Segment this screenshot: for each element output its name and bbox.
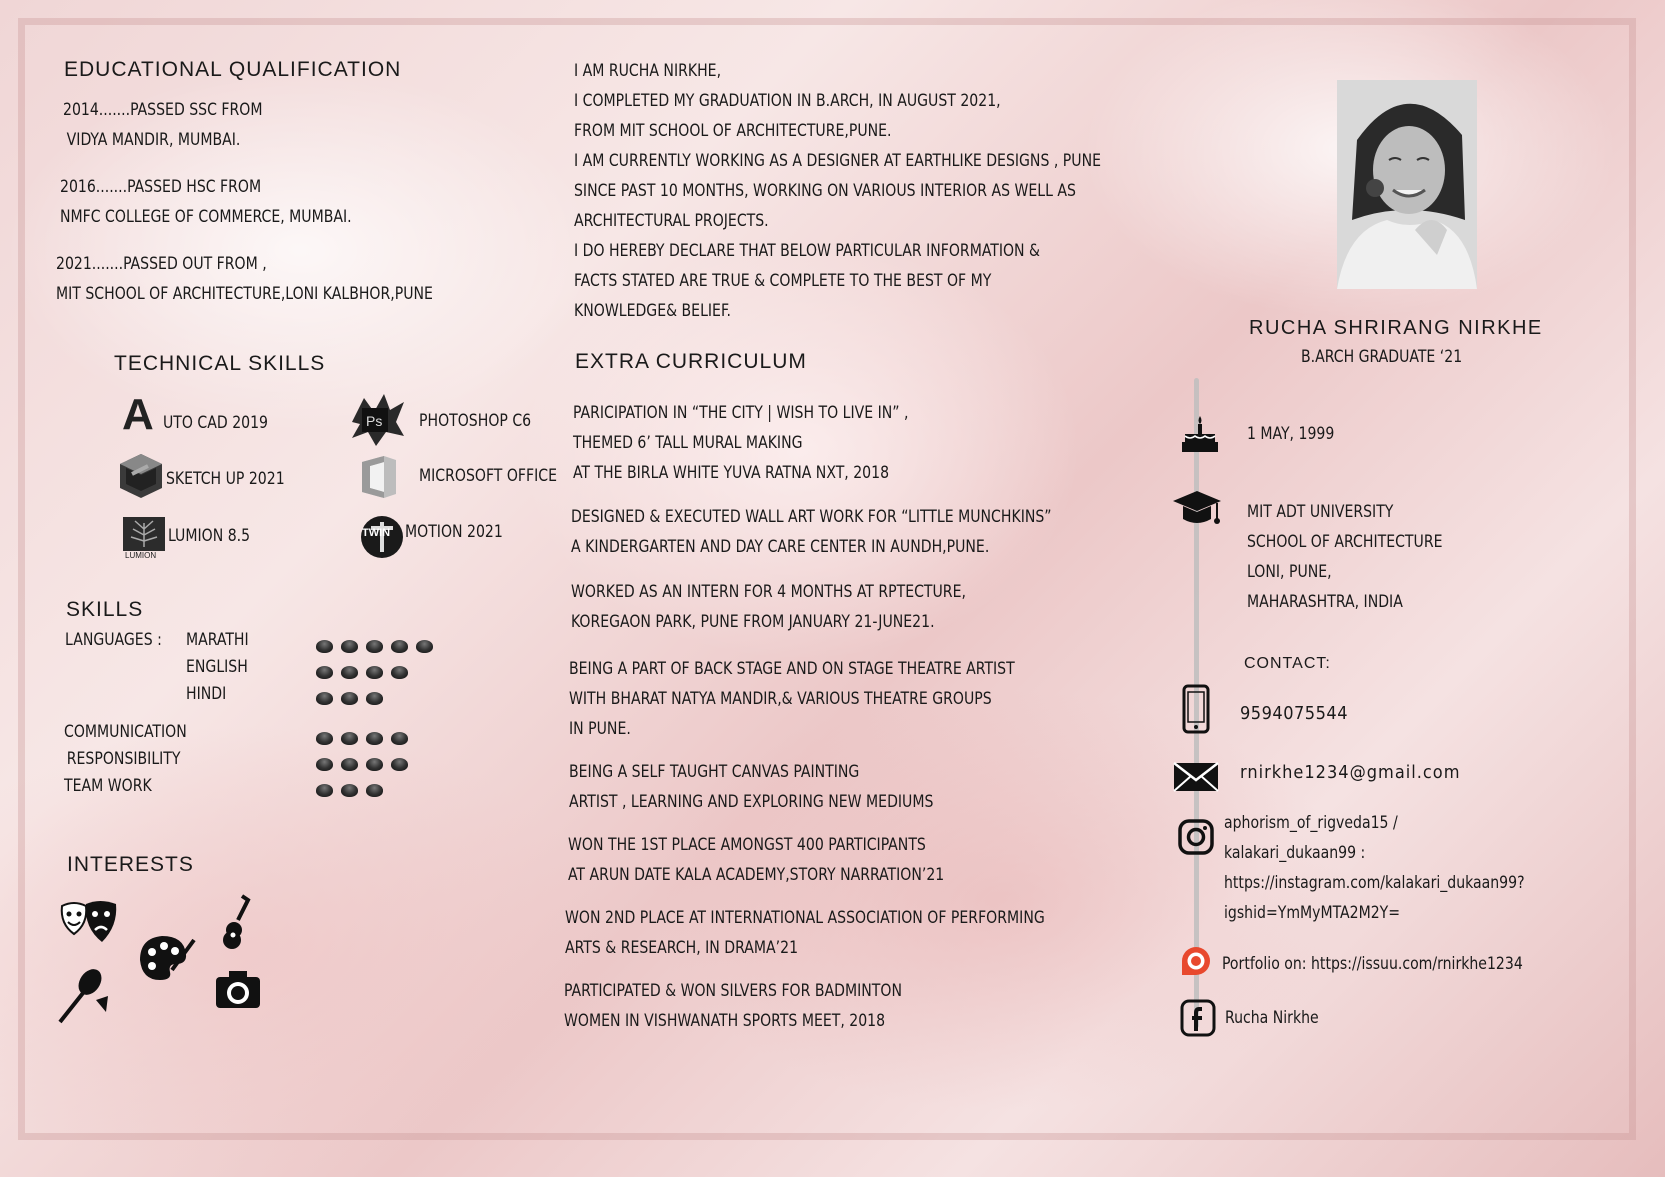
twin-text: TWIN — [362, 527, 391, 539]
university-line: LONI, PUNE, — [1247, 562, 1332, 582]
rating-english — [316, 664, 416, 683]
extra-line: WORKED AS AN INTERN FOR 4 MONTHS AT RPTECTURE, — [571, 582, 966, 602]
profile-name: RUCHA SHRIRANG NIRKHE — [1249, 317, 1543, 339]
extra-item-2 — [571, 502, 1052, 562]
education-entry-2 — [60, 172, 352, 232]
rating-dot — [341, 666, 358, 679]
instagram-line: aphorism_of_rigveda15 / — [1224, 813, 1398, 833]
extra-item-5 — [569, 757, 933, 817]
rating-dot — [316, 732, 333, 745]
rating-dot — [316, 784, 333, 797]
soft-skill-name: COMMUNICATION — [64, 722, 187, 742]
birthday-cake-icon — [1180, 414, 1220, 458]
badminton-icon — [56, 966, 110, 1030]
intro-paragraph — [574, 56, 1101, 326]
rating-marathi — [316, 638, 441, 657]
sketchup-icon — [118, 452, 164, 504]
profile-subtitle: B.ARCH GRADUATE ‘21 — [1301, 347, 1463, 367]
graduation-cap-icon — [1171, 487, 1223, 537]
contact-instagram[interactable] — [1224, 808, 1525, 928]
skill-photoshop-label: PHOTOSHOP C6 — [419, 411, 532, 431]
profile-university — [1247, 497, 1442, 617]
extra-line: ARTIST , LEARNING AND EXPLORING NEW MEDIUMS — [569, 792, 934, 812]
languages-label: LANGUAGES : — [65, 630, 162, 650]
rating-responsibility — [316, 756, 416, 775]
instagram-line: igshid=YmMyMTA2M2Y= — [1224, 903, 1401, 923]
extra-item-4 — [569, 654, 1015, 744]
instagram-line: https://instagram.com/kalakari_dukaan99? — [1224, 873, 1525, 893]
rating-dot — [366, 640, 383, 653]
university-line: SCHOOL OF ARCHITECTURE — [1247, 532, 1443, 552]
facebook-icon — [1180, 999, 1216, 1041]
education-line: NMFC COLLEGE OF COMMERCE, MUMBAI. — [60, 207, 352, 227]
contact-phone[interactable]: 9594075544 — [1240, 703, 1349, 724]
extra-line: ARTS & RESEARCH, IN DRAMA’21 — [565, 938, 799, 958]
extra-line: WON 2ND PLACE AT INTERNATIONAL ASSOCIATION OF PERFORMING — [565, 908, 1045, 928]
education-entry-3 — [56, 249, 433, 309]
soft-skill-name: TEAM WORK — [64, 776, 152, 796]
contact-facebook[interactable]: Rucha Nirkhe — [1225, 1008, 1319, 1028]
profile-photo — [1337, 80, 1477, 289]
extra-line: DESIGNED & EXECUTED WALL ART WORK FOR “LITTLE MUNCHKINS” — [571, 507, 1052, 527]
intro-line: I DO HEREBY DECLARE THAT BELOW PARTICULAR INFORMATION & — [574, 241, 1041, 261]
profile-dob: 1 MAY, 1999 — [1247, 424, 1335, 444]
instagram-icon — [1177, 818, 1215, 860]
extra-line: WON THE 1ST PLACE AMONGST 400 PARTICIPANTS — [568, 835, 926, 855]
extra-item-6 — [568, 830, 944, 890]
rating-dot — [316, 640, 333, 653]
guitar-icon — [222, 894, 252, 954]
rating-dot — [391, 640, 408, 653]
languages-list — [186, 627, 249, 708]
office-icon — [358, 454, 398, 504]
intro-line: FROM MIT SCHOOL OF ARCHITECTURE,PUNE. — [574, 121, 892, 141]
rating-dot — [341, 784, 358, 797]
skill-office-label: MICROSOFT OFFICE — [419, 466, 557, 486]
education-entry-1 — [63, 95, 262, 155]
rating-dot — [341, 692, 358, 705]
rating-dot — [391, 758, 408, 771]
rating-dot — [416, 640, 433, 653]
education-line: 2014.......PASSED SSC FROM — [63, 100, 263, 120]
rating-dot — [366, 758, 383, 771]
autocad-icon: A — [122, 390, 154, 439]
intro-line: I COMPLETED MY GRADUATION IN B.ARCH, IN AUGUST 2021, — [574, 91, 1001, 111]
envelope-icon — [1173, 762, 1219, 796]
extra-line: THEMED 6’ TALL MURAL MAKING — [573, 433, 803, 453]
palette-icon — [138, 934, 196, 988]
rating-dot — [366, 784, 383, 797]
extra-line: WITH BHARAT NATYA MANDIR,& VARIOUS THEATRE GROUPS — [569, 689, 992, 709]
language-name: ENGLISH — [186, 657, 248, 677]
technical-skills-title: TECHNICAL SKILLS — [114, 352, 326, 375]
intro-line: KNOWLEDGE& BELIEF. — [574, 301, 732, 321]
rating-dot — [316, 758, 333, 771]
language-name: HINDI — [186, 684, 227, 704]
university-line: MAHARASHTRA, INDIA — [1247, 592, 1403, 612]
rating-dot — [366, 666, 383, 679]
rating-dot — [316, 666, 333, 679]
rating-dot — [341, 640, 358, 653]
extra-line: KOREGAON PARK, PUNE FROM JANUARY 21-JUNE21. — [571, 612, 935, 632]
mobile-phone-icon — [1182, 684, 1210, 738]
issuu-icon — [1179, 944, 1213, 982]
extra-line: IN PUNE. — [569, 719, 631, 739]
lumion-icon — [123, 517, 165, 559]
rating-dot — [341, 758, 358, 771]
education-line: 2021.......PASSED OUT FROM , — [56, 254, 267, 274]
skill-autocad-label: UTO CAD 2019 — [163, 413, 268, 433]
rating-dot — [316, 692, 333, 705]
university-line: MIT ADT UNIVERSITY — [1247, 502, 1394, 522]
skill-sketchup-label: SKETCH UP 2021 — [166, 469, 285, 489]
skill-lumion-label: LUMION 8.5 — [168, 526, 251, 546]
interests-title: INTERESTS — [67, 853, 194, 876]
instagram-line: kalakari_dukaan99 : — [1224, 843, 1366, 863]
intro-line: I AM RUCHA NIRKHE, — [574, 61, 722, 81]
contact-email[interactable]: rnirkhe1234@gmail.com — [1240, 762, 1461, 783]
education-line: 2016.......PASSED HSC FROM — [60, 177, 262, 197]
extra-curriculum-title: EXTRA CURRICULUM — [575, 350, 807, 373]
rating-communication — [316, 730, 416, 749]
soft-skills-list — [64, 719, 187, 800]
extra-item-3 — [571, 577, 966, 637]
rating-dot — [366, 732, 383, 745]
extra-line: BEING A SELF TAUGHT CANVAS PAINTING — [569, 762, 860, 782]
extra-item-1 — [573, 398, 909, 488]
contact-label: CONTACT: — [1244, 655, 1331, 672]
rating-dot — [366, 692, 383, 705]
rating-dot — [391, 732, 408, 745]
extra-line: PARTICIPATED & WON SILVERS FOR BADMINTON — [564, 981, 902, 1001]
skill-twinmotion-label: MOTION 2021 — [405, 522, 503, 542]
lumion-text: LUMION — [125, 551, 157, 559]
intro-line: ARCHITECTURAL PROJECTS. — [574, 211, 769, 231]
skills-title: SKILLS — [66, 598, 144, 621]
education-line: MIT SCHOOL OF ARCHITECTURE,LONI KALBHOR,PUNE — [56, 284, 433, 304]
camera-icon — [214, 968, 262, 1014]
intro-line: SINCE PAST 10 MONTHS, WORKING ON VARIOUS INTERIOR AS WELL AS — [574, 181, 1077, 201]
extra-line: BEING A PART OF BACK STAGE AND ON STAGE THEATRE ARTIST — [569, 659, 1015, 679]
rating-dot — [391, 666, 408, 679]
extra-line: AT ARUN DATE KALA ACADEMY,STORY NARRATION’21 — [568, 865, 945, 885]
soft-skill-name: RESPONSIBILITY — [66, 749, 181, 769]
language-name: MARATHI — [186, 630, 249, 650]
extra-line: A KINDERGARTEN AND DAY CARE CENTER IN AUNDH,PUNE. — [571, 537, 990, 557]
extra-item-8 — [564, 976, 902, 1036]
intro-line: I AM CURRENTLY WORKING AS A DESIGNER AT EARTHLIKE DESIGNS , PUNE — [574, 151, 1101, 171]
theatre-masks-icon — [58, 898, 120, 950]
intro-line: FACTS STATED ARE TRUE & COMPLETE TO THE BEST OF MY — [574, 271, 992, 291]
education-line: VIDYA MANDIR, MUMBAI. — [66, 130, 241, 150]
extra-item-7 — [565, 903, 1045, 963]
rating-teamwork — [316, 782, 391, 801]
rating-hindi — [316, 690, 391, 709]
contact-portfolio[interactable]: Portfolio on: https://issuu.com/rnirkhe1234 — [1222, 954, 1523, 974]
extra-line: AT THE BIRLA WHITE YUVA RATNA NXT, 2018 — [573, 463, 890, 483]
ps-text: Ps — [366, 413, 383, 429]
rating-dot — [341, 732, 358, 745]
extra-line: WOMEN IN VISHWANATH SPORTS MEET, 2018 — [564, 1011, 886, 1031]
twinmotion-icon — [359, 514, 405, 564]
education-title: EDUCATIONAL QUALIFICATION — [64, 58, 402, 81]
extra-line: PARICIPATION IN “THE CITY | WISH TO LIVE IN” , — [573, 403, 909, 423]
photoshop-icon — [350, 392, 396, 438]
